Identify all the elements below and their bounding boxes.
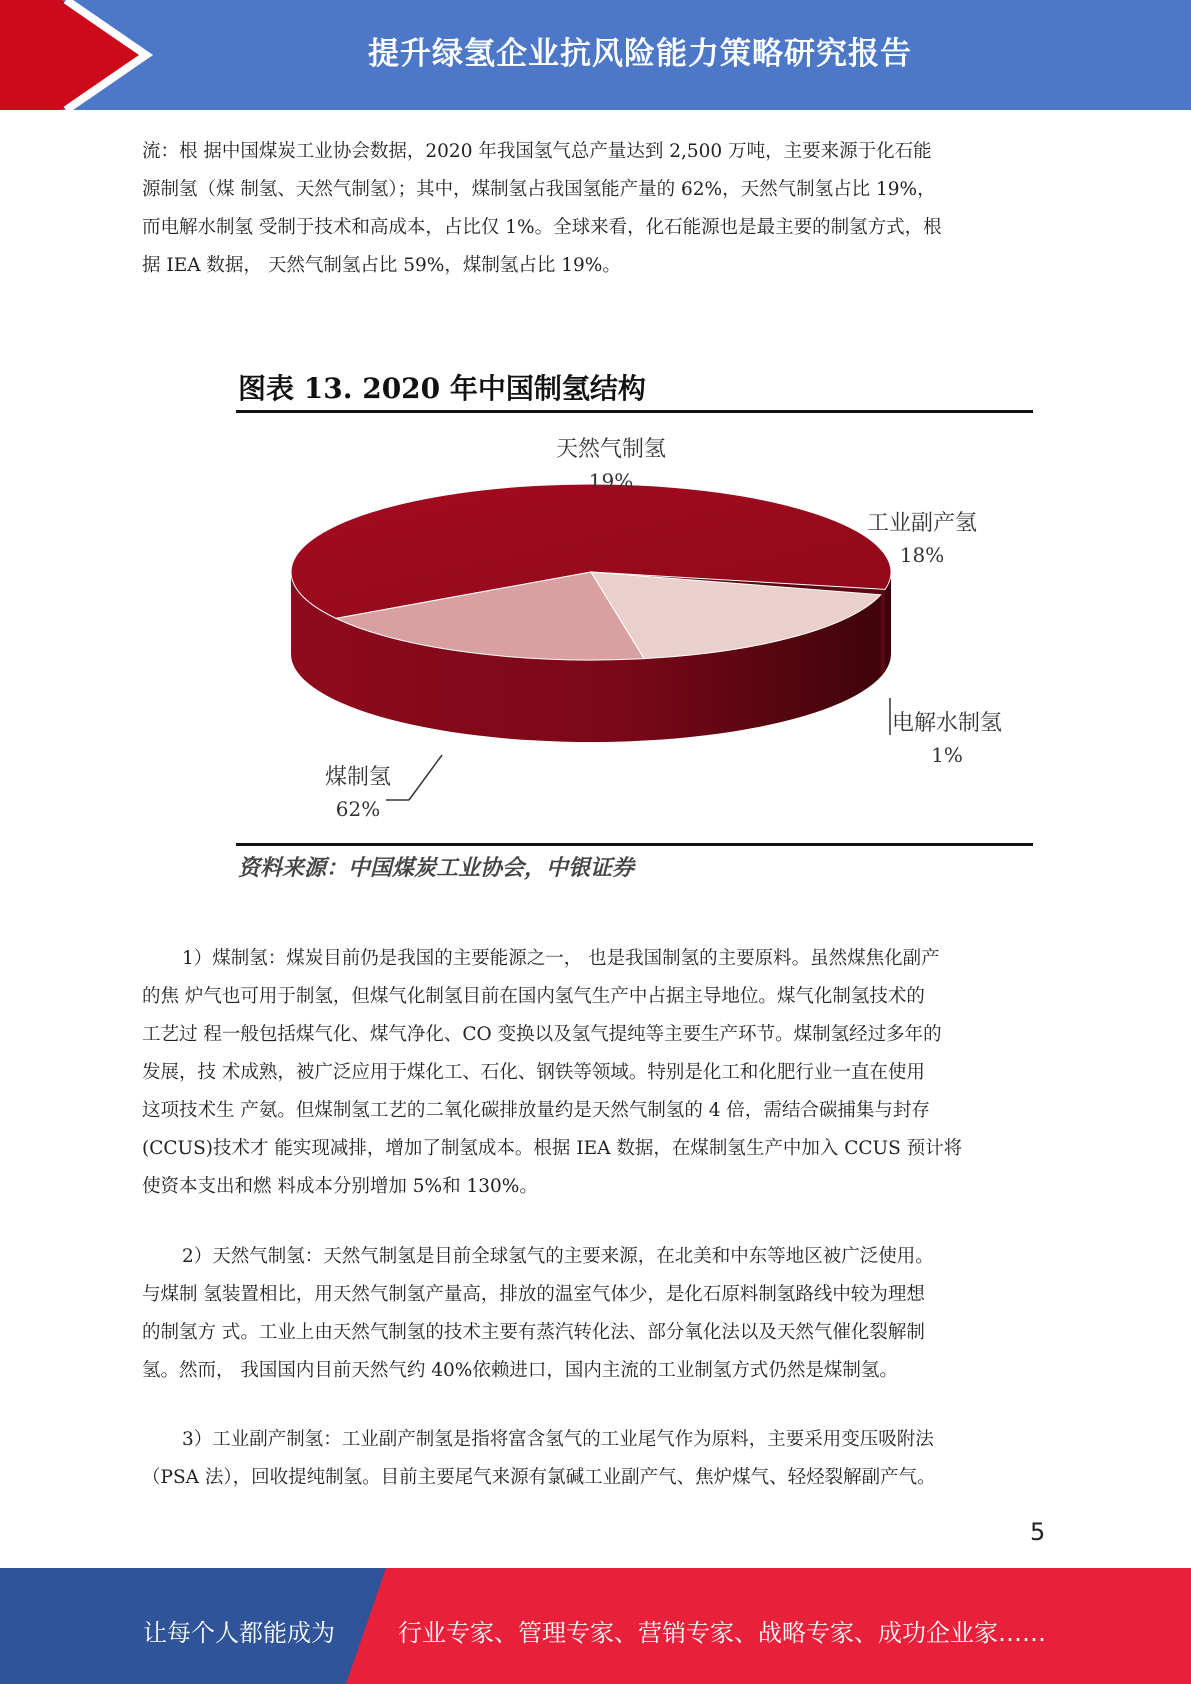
intro-line: 源制氢（煤 制氢、天然气制氢）；其中，煤制氢占我国氢能产量的 62%，天然气制氢占比 19%， [142,179,936,200]
section3-line: 3）工业副产制氢：工业副产制氢是指将富含氢气的工业尾气作为原料，主要采用变压吸附法 [182,1429,934,1450]
section3-paragraph [142,1421,1047,1497]
slice-label-industrial-byproduct: 工业副产氢 [866,511,978,536]
pie-group [291,484,891,742]
figure-top-rule [236,410,1033,413]
intro-line: 而电解水制氢 受制于技术和高成本，占比仅 1%。全球来看，化石能源也是最主要的制氢方式，根 [142,217,942,238]
slice-label-electrolysis: 电解水制氢 [891,711,1003,736]
section2-line: 的制氢方 式。工业上由天然气制氢的技术主要有蒸汽转化法、部分氧化法以及天然气催化裂解制 [142,1322,925,1343]
section1-line: 使资本支出和燃 料成本分别增加 5%和 130%。 [142,1176,538,1197]
section3-line: （PSA 法），回收提纯制氢。目前主要尾气来源有氯碱工业副产气、焦炉煤气、轻烃裂解副产气。 [142,1467,936,1488]
intro-line: 流：根 据中国煤炭工业协会数据，2020 年我国氢气总产量达到 2,500 万吨，主要来源于化石能 [142,141,932,162]
page-footer [0,1568,1191,1684]
section2-line: 氢。然而， 我国国内目前天然气约 40%依赖进口，国内主流的工业制氢方式仍然是煤制氢。 [142,1360,898,1381]
slice-label-natural-gas: 天然气制氢 [555,437,667,462]
section1-line: (CCUS)技术才 能实现减排，增加了制氢成本。根据 IEA 数据，在煤制氢生产中加入 CCUS 预计将 [142,1138,963,1159]
slice-value-natural-gas: 19% [588,469,634,493]
footer-slogan-right: 行业专家、管理专家、营销专家、战略专家、成功企业家…… [398,1619,1046,1647]
section1-line: 的焦 炉气也可用于制氢，但煤气化制氢目前在国内氢气生产中占据主导地位。煤气化制氢技术的 [142,986,925,1007]
section2-line: 2）天然气制氢：天然气制氢是目前全球氢气的主要来源，在北美和中东等地区被广泛使用。 [182,1246,934,1267]
coal-leader-line [409,755,442,800]
slice-value-electrolysis: 1% [931,743,963,767]
pie-side-electrolysis [881,589,885,676]
figure-bottom-rule [236,843,1033,846]
figure-title: 图表 13. 2020 年中国制氢结构 [238,372,646,405]
page-number: 5 [1030,1518,1046,1546]
section1-paragraph [142,940,1047,1206]
slice-value-coal: 62% [335,797,381,821]
slice-value-industrial-byproduct: 18% [899,543,945,567]
page-header [0,0,1191,110]
intro-line: 据 IEA 数据， 天然气制氢占比 59%，煤制氢占比 19%。 [142,255,621,276]
section1-line: 发展，技 术成熟，被广泛应用于煤化工、石化、钢铁等领域。特别是化工和化肥行业一直在使用 [142,1062,925,1083]
slice-label-coal: 煤制氢 [324,765,392,790]
section2-paragraph [142,1238,1047,1390]
section1-line: 工艺过 程一般包括煤气化、煤气净化、CO 变换以及氢气提纯等主要生产环节。煤制氢经过多年的 [142,1024,942,1045]
pie-chart [236,420,1036,840]
header-title: 提升绿氢企业抗风险能力策略研究报告 [368,36,912,72]
section1-line: 这项技术生 产氨。但煤制氢工艺的二氧化碳排放量约是天然气制氢的 4 倍，需结合碳捕集与封存 [142,1100,930,1121]
section2-line: 与煤制 氢装置相比，用天然气制氢产量高，排放的温室气体少，是化石原料制氢路线中较为理想 [142,1284,925,1305]
figure-source: 资料来源：中国煤炭工业协会，中银证券 [238,855,635,881]
intro-paragraph [142,133,1047,285]
section1-line: 1）煤制氢：煤炭目前仍是我国的主要能源之一， 也是我国制氢的主要原料。虽然煤焦化副产 [182,948,940,969]
footer-slogan-left: 让每个人都能成为 [143,1619,335,1647]
